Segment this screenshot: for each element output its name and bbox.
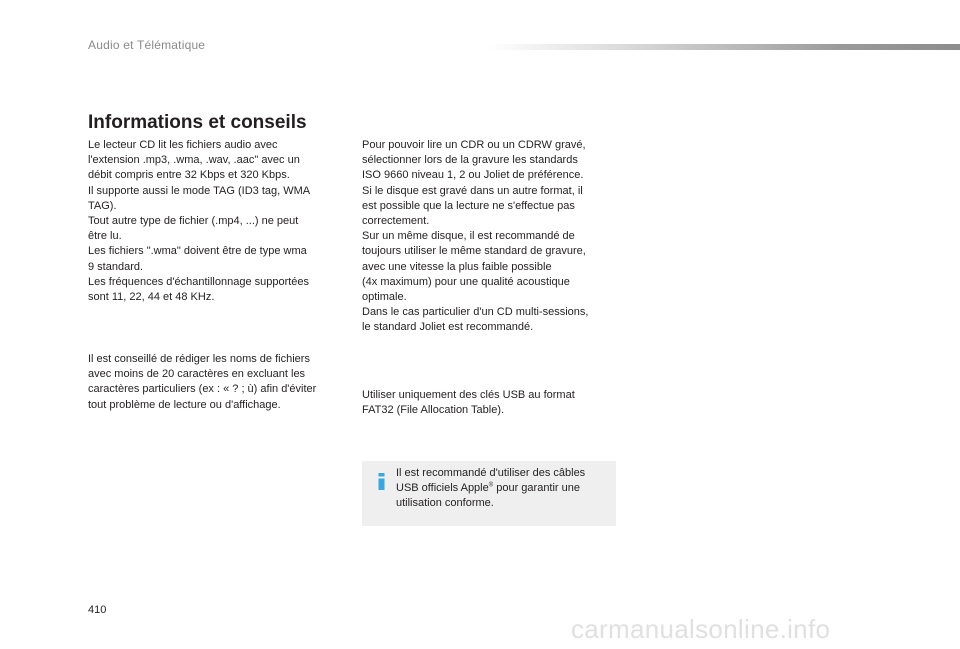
left-paragraph-2: Il est conseillé de rédiger les noms de fichiers avec moins de 20 caractères en excluant les caractères particuliers (ex : « ? ; ù) afin d'éviter tout problème de lecture ou d'affichage. bbox=[88, 353, 317, 411]
info-text-main: Il est recommandé d'utiliser des câbles USB officiels Apple bbox=[396, 467, 586, 495]
page-number: 410 bbox=[88, 604, 107, 616]
right-paragraph-1: Pour pouvoir lire un CDR ou un CDRW gravé, sélectionner lors de la gravure les standards ISO 9660 niveau 1, 2 ou Joliet de préférence. Si le disque est gravé dans un autre format, il est possible que la lecture ne s'effectue pas correctement. Sur un même disque, il est recommandé de toujours utiliser le même standard de gravure, avec une vitesse la plus faible possible (4x maximum) pour une qualité acoustique optimale. Dans le cas particulier d'un CD multi-sessions, le standard Joliet est recommandé. bbox=[362, 139, 589, 334]
right-paragraph-2: Utiliser uniquement des clés USB au format FAT32 (File Allocation Table). bbox=[362, 389, 575, 417]
info-box bbox=[362, 461, 616, 526]
registered-mark: ® bbox=[488, 482, 494, 489]
info-icon bbox=[376, 473, 387, 490]
watermark: carmanualsonline.info bbox=[571, 614, 831, 644]
left-paragraph-1: Le lecteur CD lit les fichiers audio avec l'extension .mp3, .wma, .wav, .aac" avec un débit compris entre 32 Kbps et 320 Kbps. Il supporte aussi le mode TAG (ID3 tag, WMA TAG). Tout autre type de fichier (.mp4, ...) ne peut être lu. Les fichiers ".wma" doivent être de type wma 9 standard. Les fréquences d'échantillonnage supportées sont 11, 22, 44 et 48 KHz. bbox=[88, 139, 311, 304]
info-text bbox=[396, 466, 610, 512]
info-text-end: pour garantir une utilisation conforme. bbox=[396, 482, 581, 510]
page-header-title: Audio et Télématique bbox=[88, 38, 206, 52]
section-title: Informations et conseils bbox=[88, 112, 307, 133]
header-divider-bar bbox=[488, 44, 960, 50]
